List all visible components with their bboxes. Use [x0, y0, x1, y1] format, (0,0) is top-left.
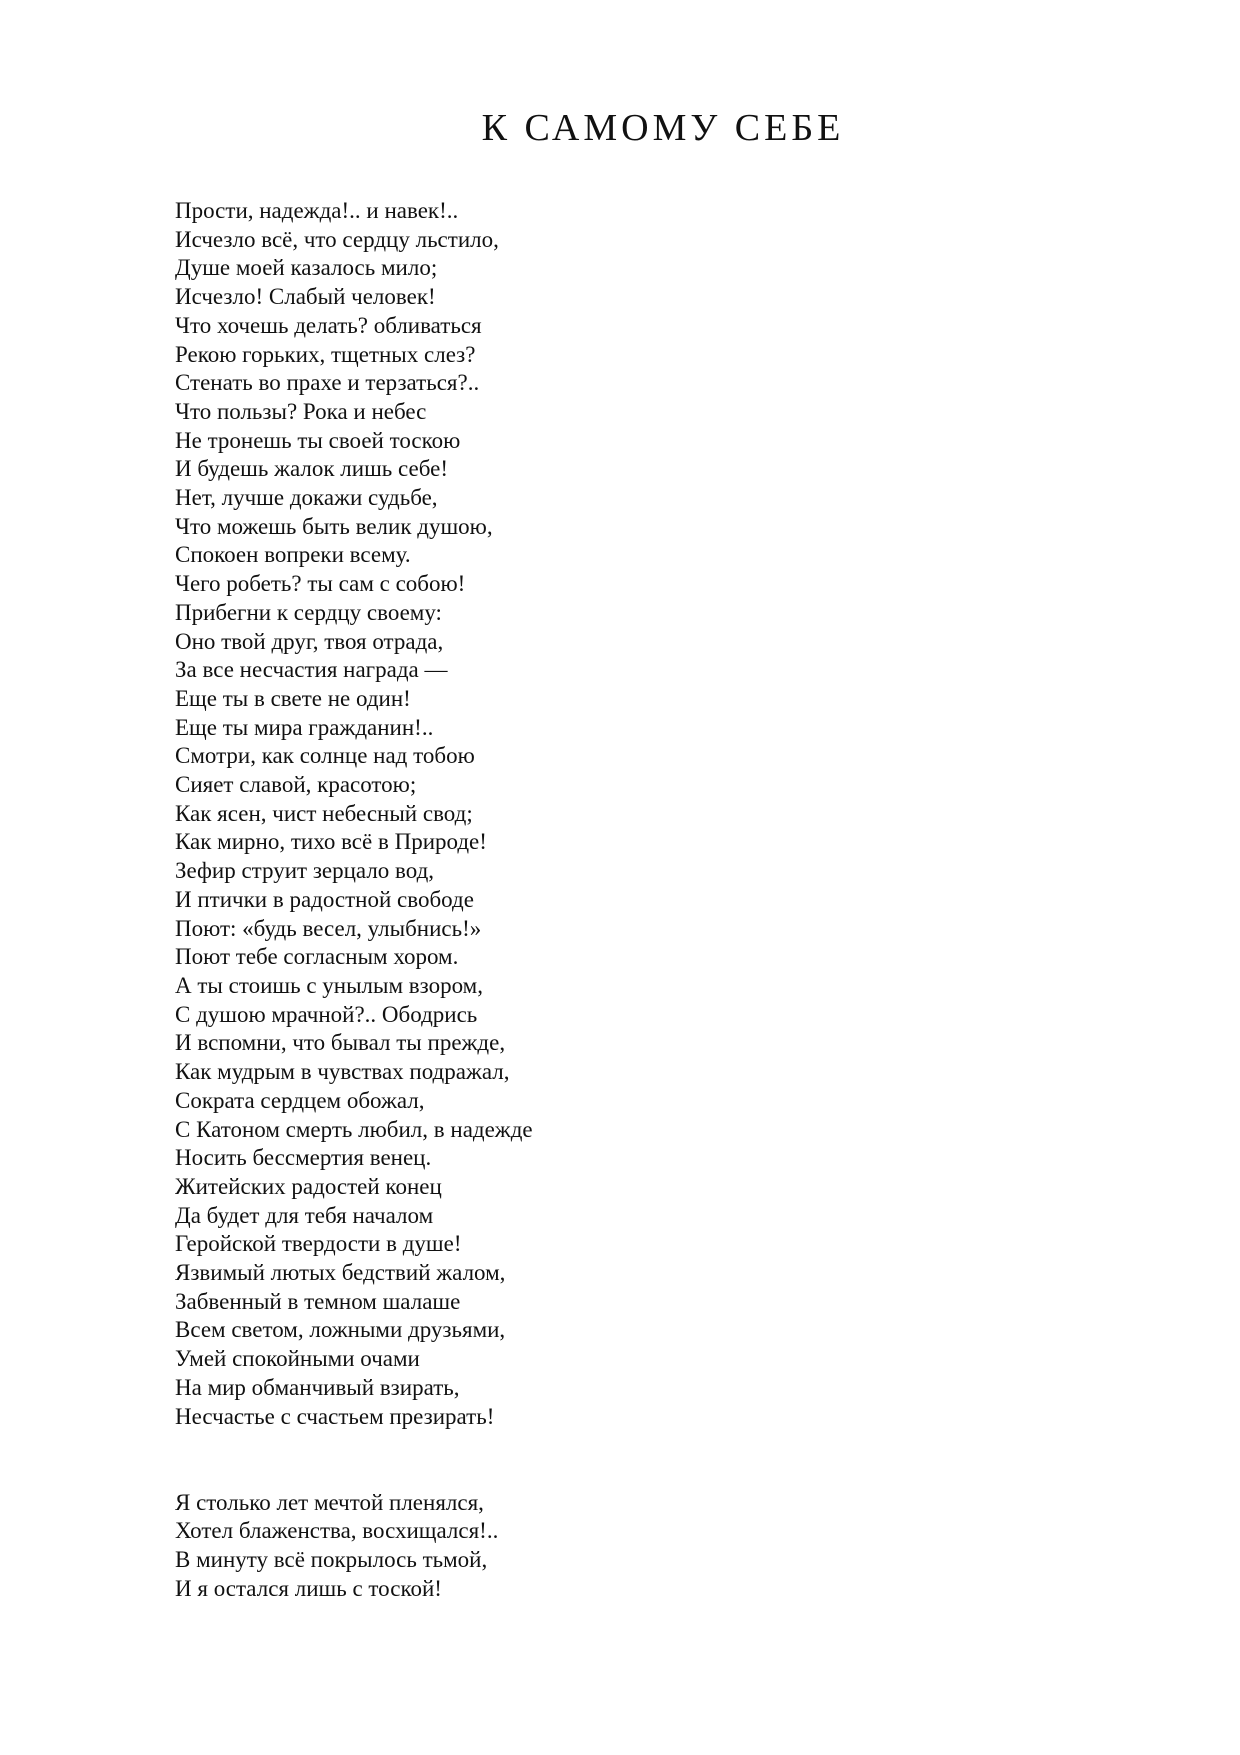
poem-line: Сияет славой, красотою; — [175, 772, 417, 798]
poem-line: Исчезло всё, что сердцу льстило, — [175, 226, 499, 252]
poem-line: Прости, надежда!.. и навек!.. — [175, 198, 459, 223]
poem-line: На мир обманчивый взирать, — [175, 1374, 460, 1400]
poem-line: Поют тебе согласным хором. — [175, 944, 459, 970]
poem-line: Нет, лучше докажи судьбе, — [175, 485, 438, 511]
stanza-2 — [175, 1489, 533, 1604]
poem-line: Что пользы? Рока и небес — [175, 398, 427, 424]
poem-line: И я остался лишь с тоской! — [175, 1575, 442, 1601]
poem-line: Носить бессмертия венец. — [175, 1145, 432, 1171]
poem-line: Еще ты в свете не один! — [175, 685, 411, 711]
poem-line: Как мирно, тихо всё в Природе! — [175, 829, 487, 855]
poem-line: Зефир струит зерцало вод, — [175, 858, 435, 884]
poem-line: Исчезло! Слабый человек! — [175, 284, 436, 310]
poem-line: За все несчастия награда — — [175, 657, 448, 683]
poem-line: Чего робеть? ты сам с собою! — [175, 571, 466, 597]
poem-line: Как мудрым в чувствах подражал, — [175, 1059, 510, 1085]
poem-line: С Катоном смерть любил, в надежде — [175, 1116, 533, 1142]
poem-line: Что можешь быть велик душою, — [175, 513, 493, 539]
poem-line: Еще ты мира гражданин!.. — [175, 714, 434, 740]
poem-line: Всем светом, ложными друзьями, — [175, 1317, 506, 1343]
poem-line: Сократа сердцем обожал, — [175, 1087, 425, 1113]
poem-line: А ты стоишь с унылым взором, — [175, 972, 483, 998]
poem-line: Хотел блаженства, восхищался!.. — [175, 1518, 499, 1544]
poem-line: Умей спокойными очами — [175, 1346, 420, 1372]
poem-line: Рекою горьких, тщетных слез? — [175, 341, 476, 367]
poem-line: Стенать во прахе и терзаться?.. — [175, 370, 480, 396]
poem-line: Я столько лет мечтой пленялся, — [175, 1489, 484, 1515]
poem-line: Душе моей казалось мило; — [175, 255, 438, 281]
poem-line: Спокоен вопреки всему. — [175, 542, 411, 568]
poem-line: Житейских радостей конец — [175, 1173, 442, 1199]
poem-line: Забвенный в темном шалаше — [175, 1288, 461, 1314]
poem-line: Оно твой друг, твоя отрада, — [175, 628, 444, 654]
poem-line: Как ясен, чист небесный свод; — [175, 800, 473, 826]
poem-line: Да будет для тебя началом — [175, 1202, 434, 1228]
poem-line: С душою мрачной?.. Ободрись — [175, 1001, 478, 1027]
poem-line: И вспомни, что бывал ты прежде, — [175, 1030, 506, 1056]
stanza-1 — [175, 197, 533, 1431]
poem-line: И птички в радостной свободе — [175, 886, 474, 912]
poem-title: К САМОМУ СЕБЕ — [481, 107, 845, 149]
poem-line: Прибегни к сердцу своему: — [175, 599, 442, 625]
poem-body — [175, 197, 533, 1604]
poem-line: Смотри, как солнце над тобою — [175, 743, 475, 769]
poem-line: Поют: «будь весел, улыбнись!» — [175, 915, 482, 941]
poem-line: И будешь жалок лишь себе! — [175, 456, 449, 482]
poem-line: Геройской твердости в душе! — [175, 1231, 462, 1257]
poem-line: В минуту всё покрылось тьмой, — [175, 1547, 488, 1573]
poem-line: Язвимый лютых бедствий жалом, — [175, 1260, 506, 1286]
poem-line: Что хочешь делать? обливаться — [175, 312, 482, 338]
poem-line: Не тронешь ты своей тоскою — [175, 427, 461, 453]
poem-line: Несчастье с счастьем презирать! — [175, 1403, 495, 1429]
